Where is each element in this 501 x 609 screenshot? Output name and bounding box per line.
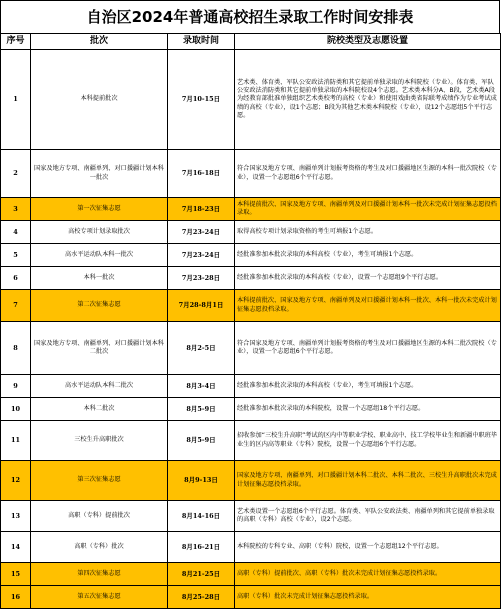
table-row [1, 375, 501, 398]
row-number: 14 [1, 532, 31, 563]
row-number: 2 [1, 150, 31, 198]
table-row [1, 586, 501, 609]
table-row [1, 244, 501, 267]
row-description: 符合国家及地方专项、南疆单列计划报考资格的考生及对口援疆地区生源的本科一批次院校（专业），设置一个志愿组6个平行志愿。 [235, 150, 501, 198]
row-batch: 本科提前批次 [31, 50, 168, 150]
row-description: 符合国家及地方专项、南疆单列计划报考资格的考生及对口援疆地区生源的本科二批次院校（专业），设置一个志愿组6个平行志愿。 [235, 322, 501, 375]
row-description: 国家及地方专项、南疆单列、对口援疆计划本科二批次、本科二批次、三校生升高职批次未完成计划征集志愿投档录取。 [235, 461, 501, 501]
table-row [1, 267, 501, 290]
row-batch: 第四次征集志愿 [31, 563, 168, 586]
row-time: 7月23-24日 [168, 221, 235, 244]
row-number: 11 [1, 421, 31, 461]
header-batch: 批次 [31, 34, 168, 50]
row-number: 10 [1, 398, 31, 421]
row-batch: 高水平运动队本科二批次 [31, 375, 168, 398]
row-number: 15 [1, 563, 31, 586]
row-description: 经批准参加本批次录取的本科院校，设置一个志愿组18个平行志愿。 [235, 398, 501, 421]
row-time: 8月16-21日 [168, 532, 235, 563]
table-header-row [1, 34, 501, 50]
table-row [1, 532, 501, 563]
row-description: 艺术类、体育类、军队公安政法消防类和其它提前单独录取的本科院校（专业）。体育类、军队公安政法消防类和其它提前单独录取的本科院校设4个志愿。艺术类本科分A、B段，艺术类A段为经教育部批准单独组织艺术类校考的高校（专业）和使用戏曲类省际联考成绩作为专业考试成绩的高校（专业），设1个志愿；B段为其他艺术类本科院校（专业），设12个志愿组5个平行志愿。 [235, 50, 501, 150]
row-batch: 本科一批次 [31, 267, 168, 290]
page-title: 自治区2024年普通高校招生录取工作时间安排表 [0, 0, 500, 33]
row-batch: 本科二批次 [31, 398, 168, 421]
table-row [1, 501, 501, 532]
row-number: 6 [1, 267, 31, 290]
header-no: 序号 [1, 34, 31, 50]
row-batch: 高职（专科）提前批次 [31, 501, 168, 532]
table-row [1, 563, 501, 586]
table-row [1, 221, 501, 244]
table-row [1, 50, 501, 150]
row-time: 7月10-15日 [168, 50, 235, 150]
schedule-table [0, 33, 501, 609]
row-number: 4 [1, 221, 31, 244]
row-description: 高职（专科）提前批次、高职（专科）批次未完成计划征集志愿投档录取。 [235, 563, 501, 586]
row-batch: 第一次征集志愿 [31, 198, 168, 221]
row-time: 7月23-24日 [168, 244, 235, 267]
row-description: 本科提前批次、国家及地方专项、南疆单列及对口援疆计划本科一批次未完成计划征集志愿投档录取。 [235, 198, 501, 221]
row-time: 8月14-16日 [168, 501, 235, 532]
row-batch: 三校生升高职批次 [31, 421, 168, 461]
row-number: 8 [1, 322, 31, 375]
row-description: 高职（专科）批次未完成计划征集志愿投档录取。 [235, 586, 501, 609]
table-row [1, 150, 501, 198]
row-number: 1 [1, 50, 31, 150]
header-time: 录取时间 [168, 34, 235, 50]
row-time: 7月16-18日 [168, 150, 235, 198]
table-row [1, 198, 501, 221]
header-desc: 院校类型及志愿设置 [235, 34, 501, 50]
row-number: 16 [1, 586, 31, 609]
row-batch: 高校专项计划录取批次 [31, 221, 168, 244]
row-time: 8月5-9日 [168, 398, 235, 421]
row-batch: 第二次征集志愿 [31, 290, 168, 322]
row-time: 8月5-9日 [168, 421, 235, 461]
row-batch: 国家及地方专项、南疆单列、对口援疆计划本科一批次 [31, 150, 168, 198]
row-description: 招收参加“三校生升高职”考试的区内中等职业学校、职业高中、技工学校毕业生和新疆中职班毕业生的区内高等职业（专科）院校，设置一个志愿组6个平行志愿。 [235, 421, 501, 461]
table-row [1, 398, 501, 421]
row-time: 7月28-8月1日 [168, 290, 235, 322]
table-row [1, 322, 501, 375]
row-description: 取得高校专项计划录取资格的考生可填报1个志愿。 [235, 221, 501, 244]
row-description: 经批准参加本批次录取的本科高校（专业），考生可填报1个志愿。 [235, 244, 501, 267]
row-description: 本科提前批次、国家及地方专项、南疆单列及对口援疆计划本科一批次、本科一批次未完成计划征集志愿投档录取。 [235, 290, 501, 322]
row-time: 8月21-25日 [168, 563, 235, 586]
row-number: 13 [1, 501, 31, 532]
row-description: 本科院校的专科专业、高职（专科）院校，设置一个志愿组12个平行志愿。 [235, 532, 501, 563]
row-time: 8月2-5日 [168, 322, 235, 375]
row-number: 3 [1, 198, 31, 221]
row-batch: 高职（专科）批次 [31, 532, 168, 563]
table-row [1, 461, 501, 501]
row-batch: 第五次征集志愿 [31, 586, 168, 609]
row-number: 7 [1, 290, 31, 322]
table-row [1, 290, 501, 322]
row-batch: 第三次征集志愿 [31, 461, 168, 501]
row-time: 7月18-23日 [168, 198, 235, 221]
row-description: 经批准参加本批次录取的本科高校（专业），考生可填报1个志愿。 [235, 375, 501, 398]
row-time: 8月25-28日 [168, 586, 235, 609]
row-time: 7月23-28日 [168, 267, 235, 290]
row-time: 8月3-4日 [168, 375, 235, 398]
row-batch: 高水平运动队本科一批次 [31, 244, 168, 267]
row-number: 12 [1, 461, 31, 501]
row-description: 艺术类设置一个志愿组6个平行志愿。体育类、军队公安政法类、南疆单列和其它提前单独录取的高职（专科）高校（专业），设2个志愿。 [235, 501, 501, 532]
row-batch: 国家及地方专项、南疆单列、对口援疆计划本科二批次 [31, 322, 168, 375]
row-description: 经批准参加本批次录取的本科高校（专业），设置一个志愿组9个平行志愿。 [235, 267, 501, 290]
row-number: 5 [1, 244, 31, 267]
table-row [1, 421, 501, 461]
row-time: 8月9-13日 [168, 461, 235, 501]
row-number: 9 [1, 375, 31, 398]
